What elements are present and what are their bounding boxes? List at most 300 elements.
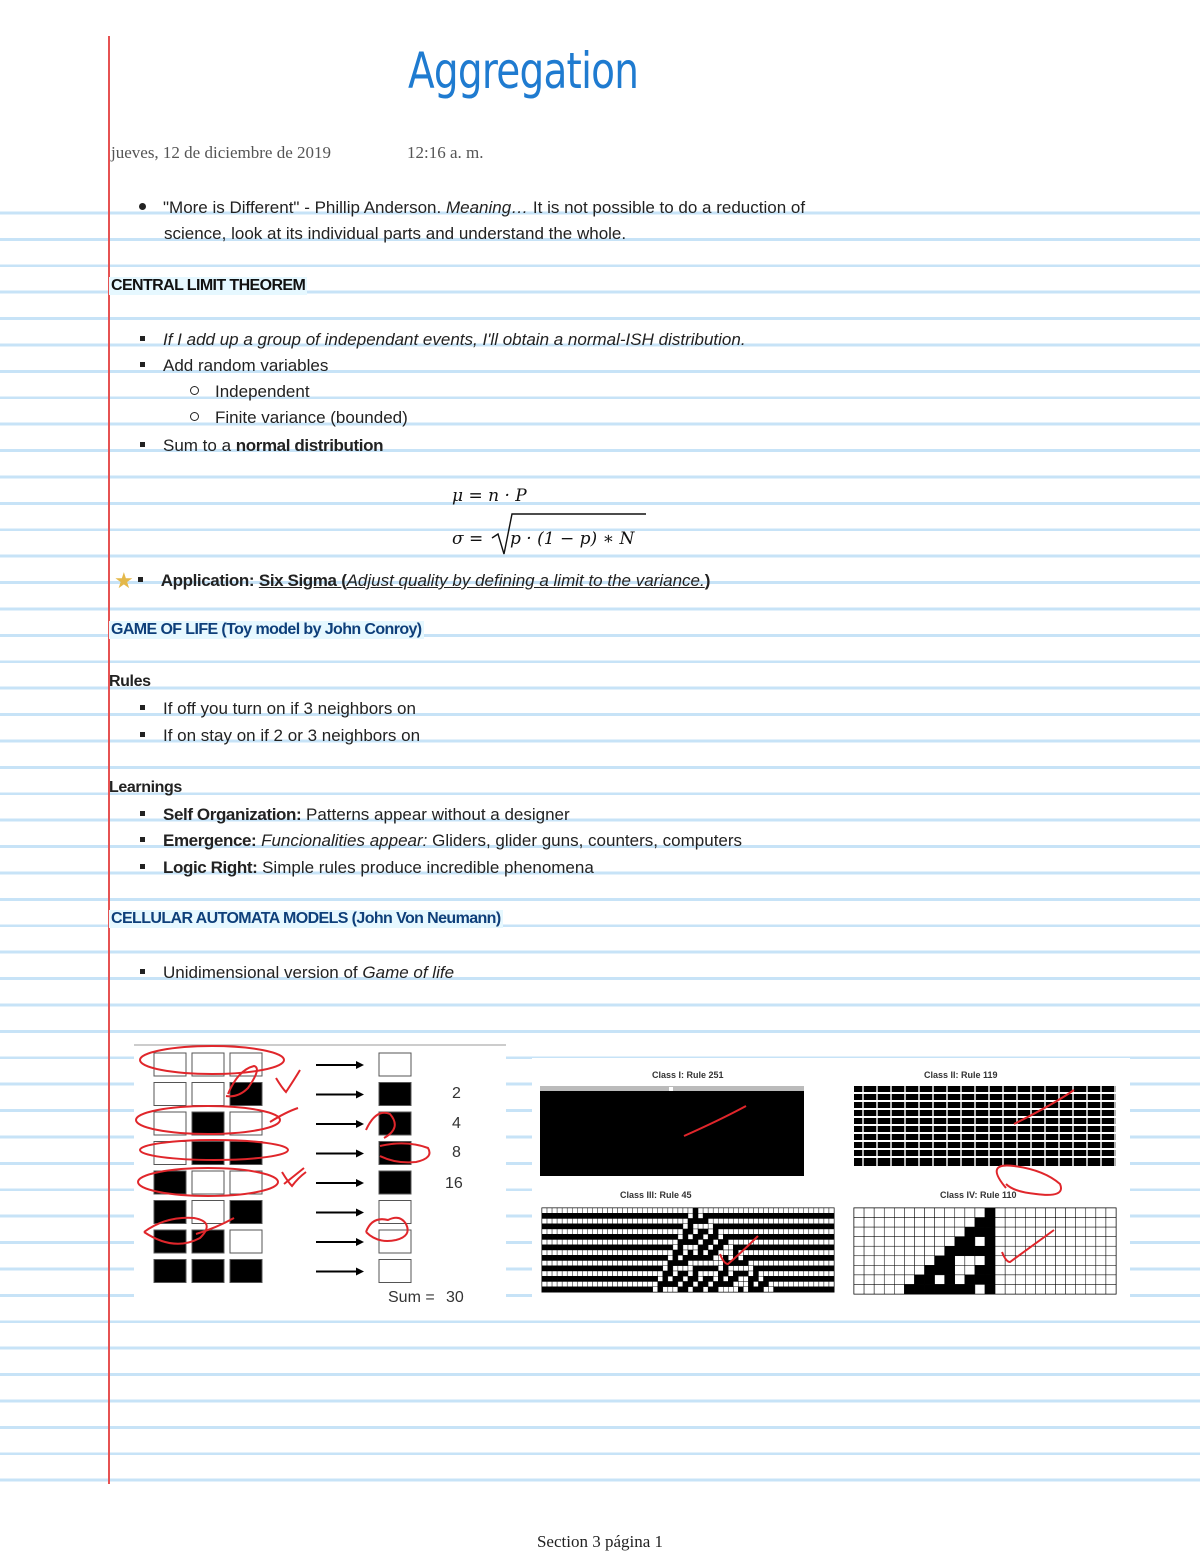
ca-cell — [743, 1282, 748, 1287]
ca-cell — [587, 1266, 592, 1271]
ca-cell — [648, 1208, 653, 1213]
ca-cell — [955, 1208, 965, 1218]
ca-cell — [683, 1213, 688, 1218]
ca-cell — [809, 1276, 814, 1281]
ca-cell — [597, 1219, 602, 1224]
ca-cell — [557, 1224, 562, 1229]
ca-cell — [678, 1255, 683, 1260]
ca-cell — [804, 1282, 809, 1287]
rule-value-8: 8 — [452, 1144, 461, 1161]
ca-cell — [633, 1250, 638, 1255]
ca-cell — [874, 1227, 884, 1237]
ca-cell — [975, 1284, 985, 1294]
rule-30-figure — [134, 1036, 506, 1306]
rule-cell — [192, 1053, 224, 1076]
rule-value-2: 2 — [452, 1085, 461, 1102]
ca-cell — [607, 1219, 612, 1224]
ca-cell — [819, 1224, 824, 1229]
bullet-square-icon — [138, 577, 143, 582]
stripe — [960, 1086, 962, 1166]
ca-cell — [623, 1276, 628, 1281]
ca-cell — [703, 1255, 708, 1260]
ca-cell — [914, 1246, 924, 1256]
ca-cell — [774, 1224, 779, 1229]
ca-cell — [683, 1240, 688, 1245]
ca-cell — [894, 1237, 904, 1247]
ca-cell — [648, 1276, 653, 1281]
ca-cell — [1005, 1246, 1015, 1256]
ca-cell — [663, 1224, 668, 1229]
ca-cell — [894, 1284, 904, 1294]
ca-cell — [683, 1282, 688, 1287]
ca-cell — [925, 1227, 935, 1237]
ca-cell — [935, 1227, 945, 1237]
ca-cell — [633, 1229, 638, 1234]
ca-cell — [648, 1229, 653, 1234]
sum-label: Sum = — [388, 1289, 435, 1306]
ca-cell — [1096, 1275, 1106, 1285]
ca-cell — [914, 1227, 924, 1237]
ca-cell — [769, 1282, 774, 1287]
ca-cell — [592, 1208, 597, 1213]
ca-cell — [587, 1224, 592, 1229]
ca-cell — [779, 1229, 784, 1234]
ca-cell — [794, 1276, 799, 1281]
ca-cell — [683, 1266, 688, 1271]
ca-cell — [668, 1250, 673, 1255]
ca-cell — [587, 1261, 592, 1266]
ca-cell — [784, 1240, 789, 1245]
ca-cell — [648, 1255, 653, 1260]
ca-cell — [914, 1218, 924, 1228]
ca-cell — [975, 1256, 985, 1266]
ca-cell — [693, 1245, 698, 1250]
ca-cell — [572, 1208, 577, 1213]
ca-cell — [653, 1240, 658, 1245]
ca-cell — [643, 1282, 648, 1287]
ca-cell — [668, 1266, 673, 1271]
ca-cell — [653, 1219, 658, 1224]
ca-cell — [799, 1224, 804, 1229]
ca-cell — [723, 1208, 728, 1213]
ca-cell — [542, 1282, 547, 1287]
ca-cell — [814, 1213, 819, 1218]
ca-cell — [612, 1219, 617, 1224]
ca-cell — [764, 1261, 769, 1266]
ca-cell — [824, 1213, 829, 1218]
ca-cell — [542, 1255, 547, 1260]
ca-cell — [854, 1256, 864, 1266]
ca-cell — [673, 1271, 678, 1276]
ca-cell — [552, 1213, 557, 1218]
ca-cell — [925, 1275, 935, 1285]
intro-meaning: Meaning… — [445, 198, 529, 217]
ca-cell — [688, 1229, 693, 1234]
stripe — [854, 1092, 1116, 1094]
ca-cell — [738, 1219, 743, 1224]
ca-cell — [557, 1229, 562, 1234]
ca-cell — [618, 1229, 623, 1234]
stripe — [1044, 1086, 1046, 1166]
ca-cell — [607, 1213, 612, 1218]
ca-cell — [794, 1219, 799, 1224]
ca-cell — [668, 1287, 673, 1292]
ca-cell — [577, 1234, 582, 1239]
ca-cell — [653, 1287, 658, 1292]
ca-cell — [592, 1255, 597, 1260]
ca-cell — [678, 1271, 683, 1276]
ca-cell — [799, 1276, 804, 1281]
ca-cell — [552, 1245, 557, 1250]
ca-cell — [628, 1282, 633, 1287]
ca-cell — [698, 1271, 703, 1276]
rule-cell — [192, 1142, 224, 1165]
ca-cell — [628, 1266, 633, 1271]
ca-cell — [728, 1208, 733, 1213]
ca-cell — [935, 1237, 945, 1247]
ca-cell — [718, 1287, 723, 1292]
ca-cell — [985, 1256, 995, 1266]
ca-cell — [683, 1224, 688, 1229]
ca-cell — [562, 1229, 567, 1234]
ca-cell — [612, 1213, 617, 1218]
ca-cell — [582, 1250, 587, 1255]
ca-cell — [673, 1224, 678, 1229]
ca-cell — [758, 1240, 763, 1245]
ca-cell — [688, 1224, 693, 1229]
ca-cell — [577, 1213, 582, 1218]
ca-cell — [1056, 1237, 1066, 1247]
ca-cell — [1025, 1275, 1035, 1285]
ca-cell — [633, 1276, 638, 1281]
stripe — [854, 1108, 1116, 1110]
rule-cell — [192, 1083, 224, 1106]
ca-cell — [572, 1287, 577, 1292]
ca-cell — [794, 1250, 799, 1255]
ca-cell — [1066, 1275, 1076, 1285]
ca-cell — [718, 1234, 723, 1239]
bullet-square-icon — [140, 811, 145, 816]
ca-cell — [547, 1255, 552, 1260]
ca-cell — [638, 1245, 643, 1250]
ca-cell — [602, 1282, 607, 1287]
stripe — [1100, 1086, 1102, 1166]
ca-cell — [602, 1208, 607, 1213]
ca-cell — [703, 1240, 708, 1245]
ca-cell — [658, 1234, 663, 1239]
ca-cell — [582, 1240, 587, 1245]
ca-cell — [779, 1245, 784, 1250]
ca-cell — [663, 1219, 668, 1224]
ca-cell — [753, 1213, 758, 1218]
ca-cell — [733, 1282, 738, 1287]
ca-cell — [612, 1224, 617, 1229]
ca-cell — [683, 1245, 688, 1250]
ca-cell — [708, 1287, 713, 1292]
ca-cell — [592, 1287, 597, 1292]
ca-cell — [623, 1255, 628, 1260]
clt-item-1 — [140, 330, 746, 350]
ca-cell — [557, 1255, 562, 1260]
ca-cell — [904, 1265, 914, 1275]
ca-cell — [607, 1240, 612, 1245]
ca-cell — [592, 1261, 597, 1266]
ca-cell — [698, 1240, 703, 1245]
ca-cell — [552, 1261, 557, 1266]
ca-cell — [718, 1261, 723, 1266]
ca-cell — [1076, 1284, 1086, 1294]
ca-cell — [582, 1282, 587, 1287]
ca-cell — [814, 1255, 819, 1260]
app-label: Application: — [160, 571, 255, 590]
ca-cell — [633, 1261, 638, 1266]
ca-cell — [623, 1229, 628, 1234]
ca-cell — [864, 1227, 874, 1237]
ca-cell — [623, 1282, 628, 1287]
ca-cell — [904, 1284, 914, 1294]
ca-cell — [577, 1271, 582, 1276]
ca-cell — [894, 1208, 904, 1218]
ca-cell — [789, 1250, 794, 1255]
ca-cell — [678, 1240, 683, 1245]
ca-cell — [708, 1282, 713, 1287]
rule-cell — [154, 1083, 186, 1106]
ca-cell — [542, 1261, 547, 1266]
ca-cell — [799, 1208, 804, 1213]
rule-1-text: If off you turn on if 3 neighbors on — [163, 699, 416, 718]
ca-cell — [653, 1276, 658, 1281]
ca-cell — [794, 1240, 799, 1245]
ca-cell — [794, 1229, 799, 1234]
ca-cell — [799, 1250, 804, 1255]
ca-cell — [718, 1266, 723, 1271]
ca-cell — [753, 1229, 758, 1234]
bullet-circle-icon — [190, 412, 199, 421]
ca-cell — [743, 1240, 748, 1245]
ca-cell — [612, 1229, 617, 1234]
ca-cell — [748, 1271, 753, 1276]
ca-cell — [1096, 1256, 1106, 1266]
ca-cell — [985, 1208, 995, 1218]
ca-cell — [728, 1240, 733, 1245]
ca-cell — [612, 1240, 617, 1245]
ca-cell — [864, 1275, 874, 1285]
ca-cell — [864, 1284, 874, 1294]
ca-cell — [587, 1219, 592, 1224]
ca-cell — [577, 1245, 582, 1250]
ca-cell — [703, 1245, 708, 1250]
ca-cell — [758, 1266, 763, 1271]
ca-cell — [597, 1229, 602, 1234]
ca-cell — [648, 1240, 653, 1245]
ca-cell — [975, 1265, 985, 1275]
ca-cell — [728, 1213, 733, 1218]
class1-label: Class I: Rule 251 — [652, 1070, 724, 1080]
ca-cell — [904, 1227, 914, 1237]
ca-cell — [597, 1282, 602, 1287]
ca-cell — [985, 1265, 995, 1275]
ca-cell — [1015, 1265, 1025, 1275]
stripe — [1086, 1086, 1088, 1166]
ca-cell — [547, 1271, 552, 1276]
ca-cell — [738, 1234, 743, 1239]
ca-cell — [784, 1255, 789, 1260]
ca-cell — [572, 1266, 577, 1271]
ca-cell — [864, 1218, 874, 1228]
ca-cell — [713, 1271, 718, 1276]
ca-cell — [683, 1229, 688, 1234]
ca-cell — [799, 1261, 804, 1266]
ca-cell — [764, 1287, 769, 1292]
ca-cell — [577, 1266, 582, 1271]
ca-cell — [1106, 1284, 1116, 1294]
ca-cell — [784, 1208, 789, 1213]
ca-cell — [965, 1208, 975, 1218]
ca-cell — [945, 1227, 955, 1237]
ca-cell — [743, 1208, 748, 1213]
ca-cell — [602, 1229, 607, 1234]
ca-cell — [587, 1245, 592, 1250]
ca-cell — [829, 1255, 834, 1260]
ca-cell — [592, 1234, 597, 1239]
ca-item-text: Unidimensional version of — [163, 963, 358, 982]
ca-cell — [567, 1271, 572, 1276]
ca-cell — [884, 1256, 894, 1266]
ca-cell — [758, 1250, 763, 1255]
ca-cell — [758, 1271, 763, 1276]
ca-cell — [698, 1261, 703, 1266]
ca-cell — [945, 1246, 955, 1256]
ca-cell — [779, 1255, 784, 1260]
ca-cell — [552, 1219, 557, 1224]
bullet-dot-icon — [139, 203, 146, 210]
ca-cell — [618, 1219, 623, 1224]
ca-cell — [562, 1266, 567, 1271]
ca-cell — [703, 1287, 708, 1292]
rule-cell — [192, 1260, 224, 1283]
ca-cell — [748, 1266, 753, 1271]
ca-cell — [612, 1287, 617, 1292]
ca-cell — [819, 1255, 824, 1260]
ca-cell — [693, 1261, 698, 1266]
ca-cell — [623, 1240, 628, 1245]
ca-cell — [633, 1271, 638, 1276]
ca-cell — [819, 1261, 824, 1266]
ca-cell — [643, 1276, 648, 1281]
ca-cell — [688, 1282, 693, 1287]
ca-cell — [789, 1276, 794, 1281]
rule-output-cell — [379, 1260, 411, 1283]
class3-label: Class III: Rule 45 — [620, 1190, 692, 1200]
ca-cell — [1106, 1208, 1116, 1218]
ca-cell — [779, 1287, 784, 1292]
ca-cell — [688, 1287, 693, 1292]
ca-cell — [638, 1224, 643, 1229]
clt-item-2 — [140, 356, 328, 376]
ca-cell — [718, 1282, 723, 1287]
ca-cell — [764, 1271, 769, 1276]
ca-cell — [748, 1208, 753, 1213]
ca-cell — [965, 1284, 975, 1294]
ca-cell — [774, 1276, 779, 1281]
ca-cell — [643, 1229, 648, 1234]
ca-cell — [698, 1250, 703, 1255]
ca-cell — [1045, 1256, 1055, 1266]
ca-cell — [819, 1208, 824, 1213]
ca-cell — [1045, 1208, 1055, 1218]
ca-cell — [829, 1261, 834, 1266]
ca-cell — [648, 1266, 653, 1271]
ca-cell — [779, 1276, 784, 1281]
ca-cell — [814, 1245, 819, 1250]
ca-cell — [1096, 1227, 1106, 1237]
ca-cell — [628, 1287, 633, 1292]
ca-cell — [819, 1245, 824, 1250]
ca-cell — [542, 1219, 547, 1224]
ca-cell — [829, 1229, 834, 1234]
ca-cell — [678, 1208, 683, 1213]
rule-output-cell — [379, 1083, 411, 1106]
ca-cell — [738, 1255, 743, 1260]
ca-cell — [774, 1255, 779, 1260]
intro-line-1 — [139, 198, 805, 218]
rule-cell — [230, 1142, 262, 1165]
ca-cell — [774, 1234, 779, 1239]
ca-cell — [824, 1208, 829, 1213]
bullet-square-icon — [140, 969, 145, 974]
ca-cell — [703, 1229, 708, 1234]
ca-cell — [809, 1261, 814, 1266]
ca-cell — [799, 1219, 804, 1224]
ca-cell — [552, 1287, 557, 1292]
ca-cell — [653, 1229, 658, 1234]
ca-cell — [557, 1287, 562, 1292]
ca-cell — [764, 1229, 769, 1234]
ca-cell — [784, 1219, 789, 1224]
ca-cell — [602, 1255, 607, 1260]
ca-cell — [623, 1234, 628, 1239]
ca-cell — [774, 1229, 779, 1234]
ca-cell — [658, 1282, 663, 1287]
ca-cell — [582, 1276, 587, 1281]
ca-cell — [713, 1266, 718, 1271]
ca-cell — [769, 1240, 774, 1245]
ca-cell — [864, 1208, 874, 1218]
ca-cell — [602, 1266, 607, 1271]
ca-cell — [557, 1261, 562, 1266]
ca-cell — [693, 1266, 698, 1271]
class1-pattern — [540, 1086, 804, 1176]
ca-cell — [688, 1213, 693, 1218]
ca-cell — [809, 1219, 814, 1224]
ca-cell — [653, 1245, 658, 1250]
ca-cell — [557, 1276, 562, 1281]
ca-cell — [648, 1245, 653, 1250]
ca-cell — [638, 1282, 643, 1287]
ca-cell — [764, 1234, 769, 1239]
stripe — [946, 1086, 948, 1166]
ca-cell — [663, 1271, 668, 1276]
bullet-square-icon — [140, 336, 145, 341]
ca-cell — [794, 1287, 799, 1292]
ca-cell — [794, 1245, 799, 1250]
ca-cell — [577, 1282, 582, 1287]
ca-cell — [567, 1266, 572, 1271]
ca-cell — [668, 1213, 673, 1218]
ca-cell — [985, 1246, 995, 1256]
ca-cell — [995, 1227, 1005, 1237]
ca-cell — [904, 1275, 914, 1285]
